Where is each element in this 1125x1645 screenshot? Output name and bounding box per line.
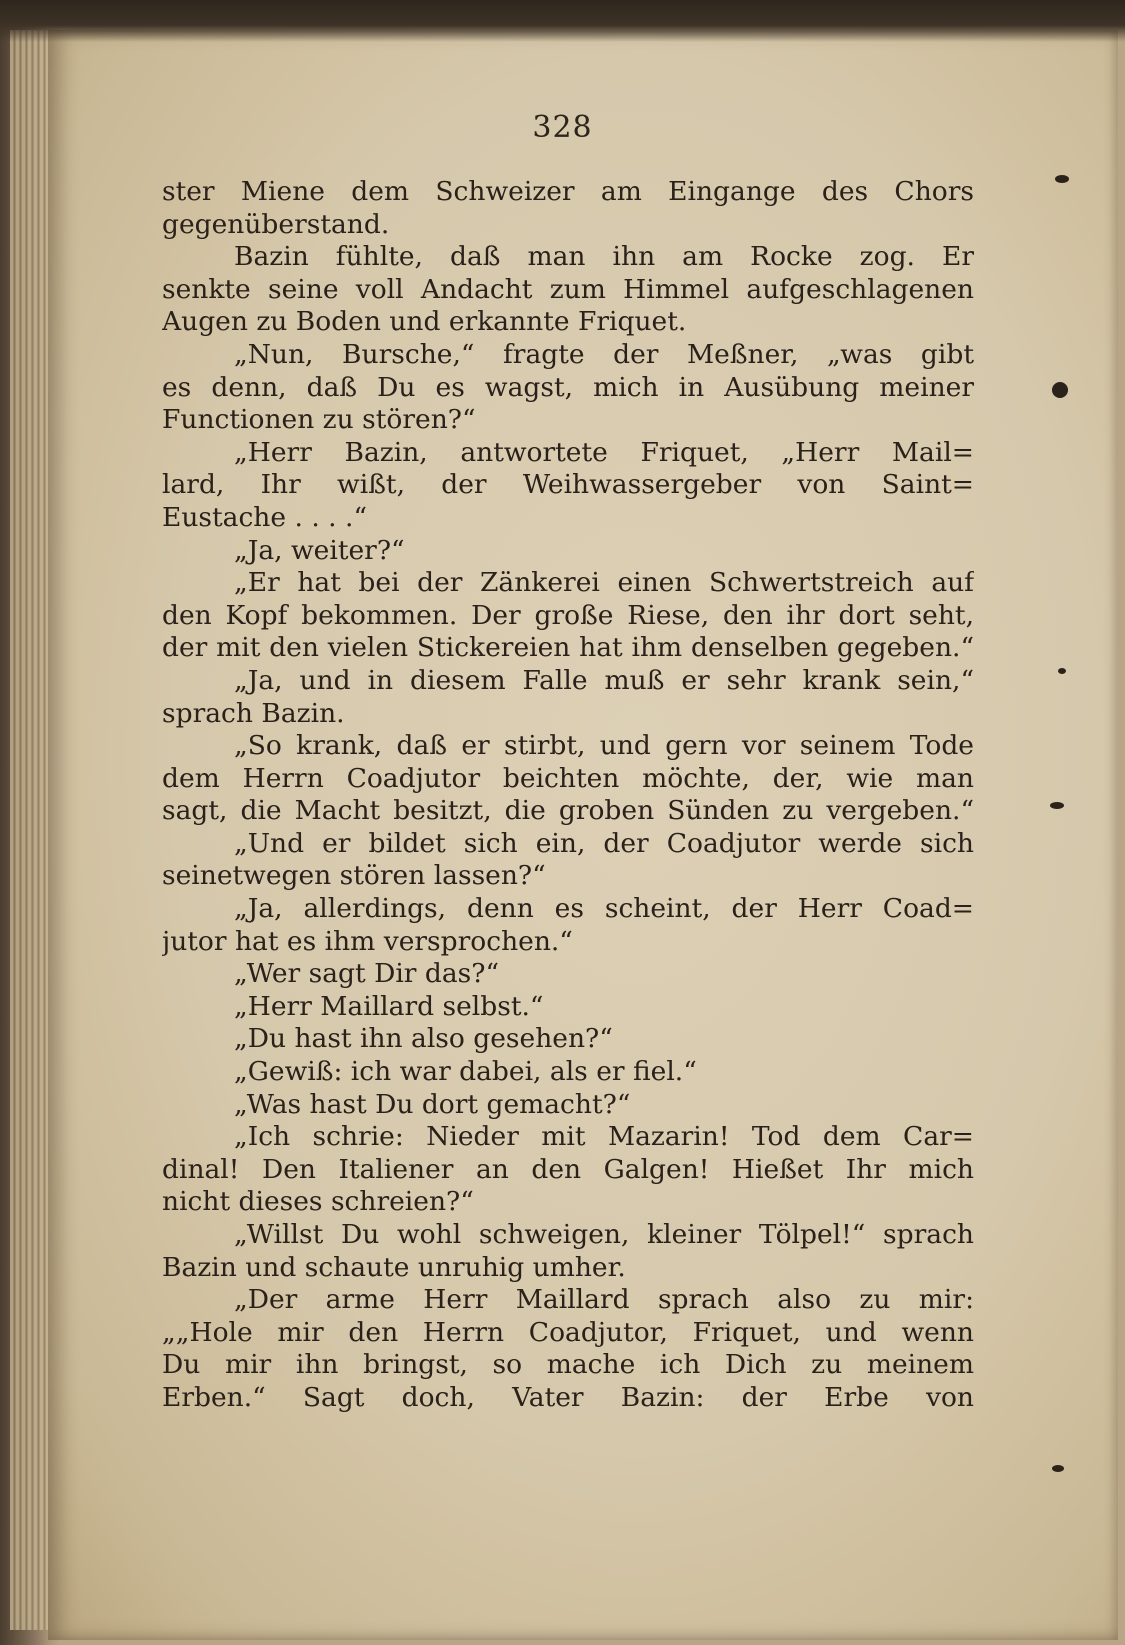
text-line: „Ja, und in diesem Falle muß er sehr krank sein,“: [234, 664, 974, 696]
text-line: „Willst Du wohl schweigen, kleiner Tölpel!“ sprach: [234, 1219, 974, 1250]
text-line: senkte seine voll Andacht zum Himmel aufgeschlagenen: [162, 273, 974, 305]
text-line: Bazin und schaute unruhig umher.: [162, 1251, 626, 1283]
page-number: 328: [532, 110, 593, 145]
text-line: sprach Bazin.: [162, 697, 345, 729]
text-line: „Und er bildet sich ein, der Coadjutor werde sich: [234, 827, 974, 859]
text-line: „Du hast ihn also gesehen?“: [234, 1023, 613, 1055]
text-line: „Herr Bazin, antwortete Friquet, „Herr Mail=: [234, 436, 974, 468]
text-line: gegenüberstand.: [162, 208, 390, 240]
text-line: dem Herrn Coadjutor beichten möchte, der, wie man: [162, 762, 974, 794]
text-line: „Nun, Bursche,“ fragte der Meßner, „was gibt: [234, 338, 974, 370]
text-line: Bazin fühlte, daß man ihn am Rocke zog. Er: [234, 241, 974, 273]
book-top-shadow: [0, 0, 1125, 42]
text-line: Erben.“ Sagt doch, Vater Bazin: der Erbe von: [162, 1381, 974, 1413]
text-line: der mit den vielen Stickereien hat ihm denselben gegeben.“: [162, 632, 974, 664]
text-line: jutor hat es ihm versprochen.“: [162, 925, 573, 957]
margin-mark: [1058, 668, 1066, 674]
text-line: Du mir ihn bringst, so mache ich Dich zu meinem: [162, 1349, 974, 1381]
text-line: Eustache . . . .“: [162, 501, 367, 533]
text-line: „Der arme Herr Maillard sprach also zu mir:: [234, 1284, 974, 1316]
margin-mark: [1055, 175, 1069, 183]
text-line: seinetwegen stören lassen?“: [162, 860, 546, 892]
text-line: den Kopf bekommen. Der große Riese, den ihr dort seht,: [162, 599, 974, 631]
text-line: „Ja, allerdings, denn es scheint, der Herr Coad=: [234, 893, 974, 925]
text-line: „Wer sagt Dir das?“: [234, 958, 499, 990]
text-line: dinal! Den Italiener an den Galgen! Hießet Ihr mich: [162, 1153, 974, 1185]
text-line: „Er hat bei der Zänkerei einen Schwertstreich auf: [234, 567, 974, 599]
body-text: [162, 176, 974, 1415]
text-line: „Ich schrie: Nieder mit Mazarin! Tod dem Car=: [234, 1121, 974, 1153]
text-line: es denn, daß Du es wagst, mich in Ausübung meiner: [162, 371, 974, 403]
text-line: sagt, die Macht besitzt, die groben Sünden zu vergeben.“: [162, 795, 974, 827]
text-line: Functionen zu stören?“: [162, 404, 476, 436]
margin-mark: [1052, 382, 1068, 398]
text-line: „So krank, daß er stirbt, und gern vor seinem Tode: [234, 730, 974, 762]
text-line: „Ja, weiter?“: [234, 534, 405, 566]
text-line: „Was hast Du dort gemacht?“: [234, 1088, 631, 1120]
margin-mark: [1052, 1465, 1064, 1472]
text-line: ster Miene dem Schweizer am Eingange des Chors: [162, 176, 974, 207]
text-line: „„Hole mir den Herrn Coadjutor, Friquet, und wenn: [162, 1316, 974, 1348]
text-line: lard, Ihr wißt, der Weihwassergeber von Saint=: [162, 469, 974, 501]
margin-mark: [1050, 802, 1064, 809]
text-line: nicht dieses schreien?“: [162, 1186, 474, 1218]
text-line: „Herr Maillard selbst.“: [234, 990, 544, 1022]
text-line: Augen zu Boden und erkannte Friquet.: [162, 306, 687, 338]
text-line: „Gewiß: ich war dabei, als er fiel.“: [234, 1056, 697, 1088]
